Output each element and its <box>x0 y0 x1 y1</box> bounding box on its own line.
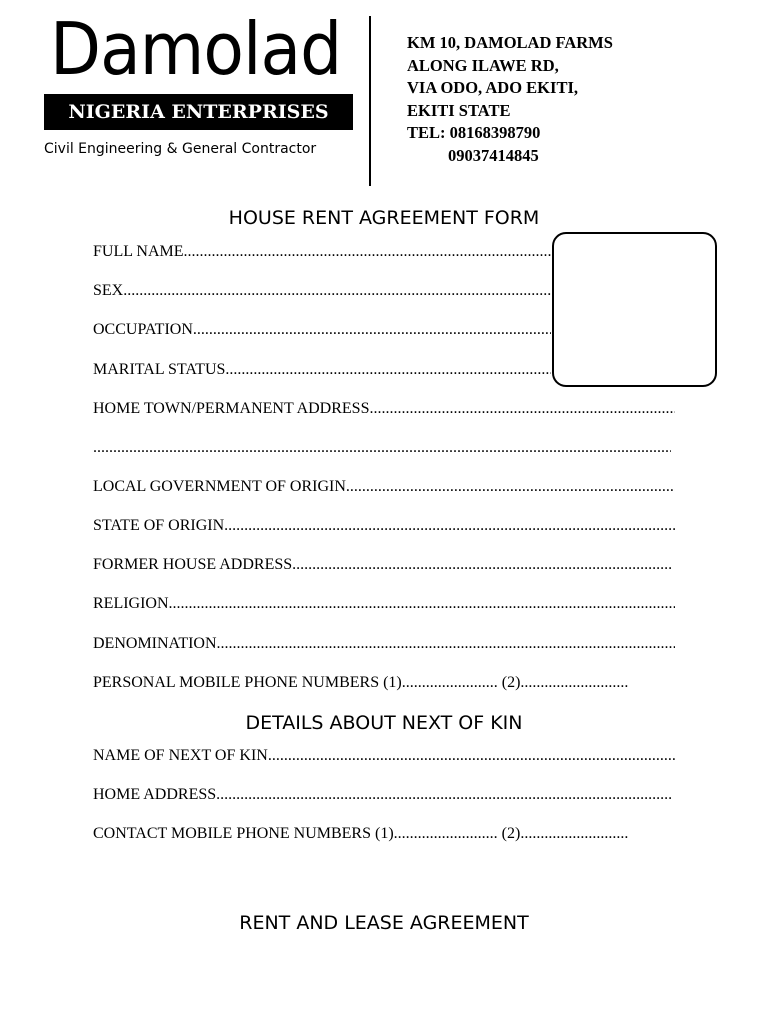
field-label: STATE OF ORIGIN <box>93 517 225 534</box>
next-of-kin-address-field[interactable] <box>93 784 671 806</box>
fill-line <box>184 241 551 263</box>
fill-line <box>193 319 551 341</box>
company-address <box>407 32 613 167</box>
form-title: HOUSE RENT AGREEMENT FORM <box>228 207 540 229</box>
passport-photo-box <box>552 232 717 387</box>
phone-2-line <box>520 823 628 845</box>
field-label: DENOMINATION <box>93 635 217 652</box>
field-label: HOME TOWN/PERMANENT ADDRESS <box>93 400 370 417</box>
fill-line <box>123 280 551 302</box>
occupation-field[interactable] <box>93 319 551 341</box>
fill-line <box>169 593 675 615</box>
address-line: EKITI STATE <box>407 100 511 120</box>
field-label: MARITAL STATUS <box>93 361 226 378</box>
religion-field[interactable] <box>93 593 675 615</box>
fill-line <box>346 476 675 498</box>
phone-2-line <box>520 672 628 694</box>
next-of-kin-phones-field[interactable] <box>93 823 675 845</box>
denomination-field[interactable] <box>93 633 675 655</box>
lease-agreement-title: RENT AND LEASE AGREEMENT <box>239 912 529 934</box>
state-of-origin-field[interactable] <box>93 515 675 537</box>
field-label: (2) <box>501 825 521 842</box>
company-tagline: Civil Engineering & General Contractor <box>44 141 317 157</box>
fill-line <box>369 398 675 420</box>
field-label: NAME OF NEXT OF KIN <box>93 747 268 764</box>
company-name: Damolad <box>50 7 342 91</box>
field-label: FORMER HOUSE ADDRESS <box>93 556 293 573</box>
lga-field[interactable] <box>93 476 675 498</box>
fill-line <box>225 359 551 381</box>
fill-line <box>224 515 675 537</box>
field-label: RELIGION <box>93 595 169 612</box>
full-name-field[interactable] <box>93 241 551 263</box>
field-label: FULL NAME <box>93 243 184 260</box>
field-label: (2) <box>501 674 521 691</box>
fill-line <box>268 745 675 767</box>
sex-field[interactable] <box>93 280 551 302</box>
home-town-continuation-field[interactable] <box>93 437 671 459</box>
home-town-field[interactable] <box>93 398 675 420</box>
address-line: KM 10, DAMOLAD FARMS <box>407 33 613 52</box>
fill-line <box>93 437 671 459</box>
fill-line <box>217 633 675 655</box>
header-divider <box>369 16 371 186</box>
phone-1-line <box>402 672 498 694</box>
next-of-kin-title: DETAILS ABOUT NEXT OF KIN <box>245 712 523 734</box>
address-line: ALONG ILAWE RD, <box>407 55 559 75</box>
fill-line <box>292 554 671 576</box>
field-label: HOME ADDRESS <box>93 786 217 803</box>
company-subtitle-band: NIGERIA ENTERPRISES <box>44 94 353 130</box>
personal-phones-field[interactable] <box>93 672 675 694</box>
field-label: CONTACT MOBILE PHONE NUMBERS (1) <box>93 825 394 842</box>
field-label: SEX <box>93 282 124 299</box>
phone-line: TEL: 08168398790 <box>407 123 541 142</box>
address-line: VIA ODO, ADO EKITI, <box>407 78 578 97</box>
marital-status-field[interactable] <box>93 359 551 381</box>
field-label: PERSONAL MOBILE PHONE NUMBERS (1) <box>93 674 402 691</box>
former-address-field[interactable] <box>93 554 671 576</box>
field-label: OCCUPATION <box>93 321 193 338</box>
phone-1-line <box>394 823 498 845</box>
phone-line-2: 09037414845 <box>448 145 539 165</box>
field-label: LOCAL GOVERNMENT OF ORIGIN <box>93 478 346 495</box>
next-of-kin-name-field[interactable] <box>93 745 675 767</box>
fill-line <box>216 784 671 806</box>
